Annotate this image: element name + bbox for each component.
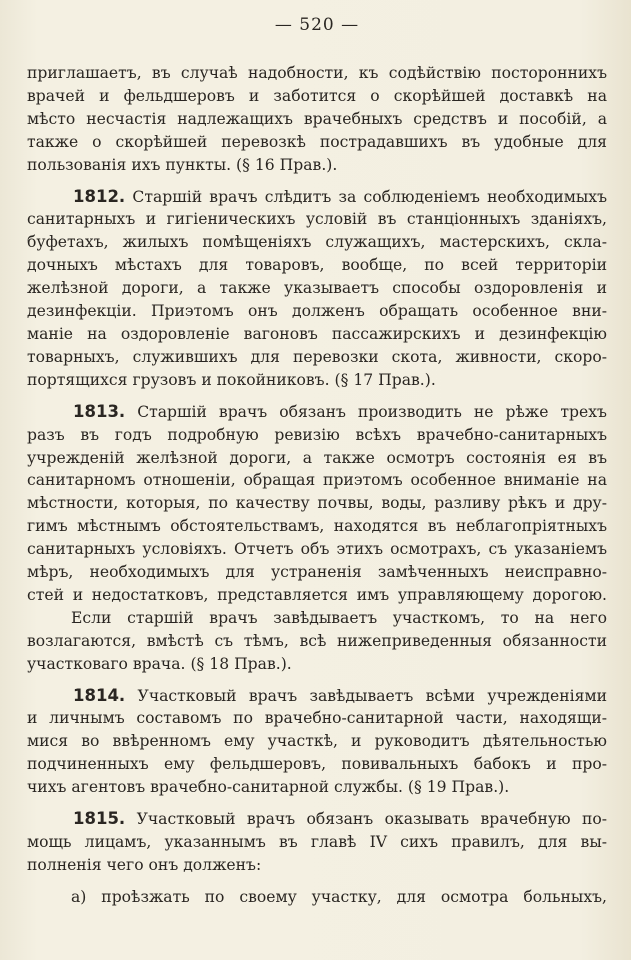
article-1813 (27, 401, 607, 607)
text-line: буфетахъ, жилыхъ помѣщенiяхъ служащихъ, мастерскихъ, скла- (27, 233, 607, 252)
text-line: подчиненныхъ ему фельдшеровъ, повивальныхъ бабокъ и про- (27, 755, 607, 774)
text-line: Старшiй врачъ обязанъ производить не рѣже трехъ (137, 402, 607, 421)
article-1815 (27, 808, 607, 877)
text-line: Если старшiй врачъ завѣдываетъ участкомъ, то на него (71, 608, 607, 627)
text-line: участковаго врача. (§ 18 Прав.). (27, 654, 292, 673)
article-1813-continuation (27, 607, 607, 676)
text-line: учрежденiй желѣзной дороги, а также осмотръ состоянiя ея въ (27, 448, 607, 467)
text-line: Участковый врачъ обязанъ оказывать врачебную по- (136, 810, 607, 829)
text-line: также о скорѣйшей перевозкѣ пострадавшихъ въ удобные для (27, 132, 607, 151)
text-line: пользованiя ихъ пункты. (§ 16 Прав.). (27, 155, 338, 174)
text-line: гимъ мѣстнымъ обстоятельствамъ, находятся въ неблагопрiятныхъ (27, 517, 607, 536)
text-line: санитарномъ отношенiи, обращая приэтомъ особенное вниманiе на (27, 471, 607, 490)
text-line: чихъ агентовъ врачебно-санитарной службы. (§ 19 Прав.). (27, 778, 510, 797)
text-line: мѣстности, которыя, по качеству почвы, воды, разливу рѣкъ и дру- (27, 494, 607, 513)
text-line: дезинфекцiи. Приэтомъ онъ долженъ обращать особенное вни- (27, 302, 607, 321)
paragraph-continuation (27, 62, 607, 177)
text-line: приглашаетъ, въ случаѣ надобности, къ содѣйствiю постороннихъ (27, 64, 607, 82)
text-line: мѣсто несчастiя надлежащихъ врачебныхъ средствъ и пособiй, а (27, 109, 607, 128)
text-line: мися во ввѣренномъ ему участкѣ, и руководитъ дѣятельностью (27, 732, 607, 751)
article-number: 1813. (73, 401, 126, 421)
text-line: и личнымъ составомъ по врачебно-санитарной части, находящи- (27, 709, 607, 728)
text-line: мѣръ, необходимыхъ для устраненiя замѣченныхъ неисправно- (27, 563, 607, 582)
text-line: санитарныхъ условiяхъ. Отчетъ объ этихъ осмотрахъ, съ указанiемъ (27, 540, 607, 559)
text-line: санитарныхъ и гигiеническихъ условiй въ станцiонныхъ зданiяхъ, (27, 210, 607, 229)
article-number: 1814. (73, 685, 126, 705)
text-line: Участковый врачъ завѣдываетъ всѣми учрежденiями (137, 686, 608, 705)
article-number: 1812. (73, 186, 126, 206)
text-line: Старшiй врачъ слѣдитъ за соблюденiемъ необходимыхъ (132, 187, 607, 206)
text-line: возлагаются, вмѣстѣ съ тѣмъ, всѣ нижеприведенныя обязанности (27, 631, 607, 650)
text-line: стей и недостатковъ, представляется имъ управляющему дорогою. (27, 585, 607, 604)
text-line: дочныхъ мѣстахъ для товаровъ, вообще, по всей территорiи (27, 256, 607, 275)
page-number: — 520 — (274, 15, 360, 35)
text-line: полненiя чего онъ долженъ: (27, 855, 262, 874)
text-line: разъ въ годъ подробную ревизiю всѣхъ врачебно-санитарныхъ (27, 425, 607, 444)
article-1812 (27, 186, 607, 392)
text-line: желѣзной дороги, а также указываетъ способы оздоровленiя и (27, 279, 607, 298)
text-line: манiе на оздоровленiе вагоновъ пассажирскихъ и дезинфекцiю (27, 324, 607, 343)
article-1814 (27, 685, 607, 800)
text-line: а) проѣзжать по своему участку, для осмотра больныхъ, (71, 887, 607, 906)
article-number: 1815. (73, 809, 126, 829)
text-line: мощь лицамъ, указаннымъ въ главѣ IV сихъ правилъ, для вы- (27, 833, 607, 851)
text-line: врачей и фельдшеровъ и заботится о скорѣйшей доставкѣ на (27, 86, 607, 105)
list-item-a (27, 886, 607, 909)
text-line: товарныхъ, служившихъ для перевозки скота, живности, скоро- (27, 347, 607, 366)
text-line: портящихся грузовъ и покойниковъ. (§ 17 Прав.). (27, 370, 436, 389)
